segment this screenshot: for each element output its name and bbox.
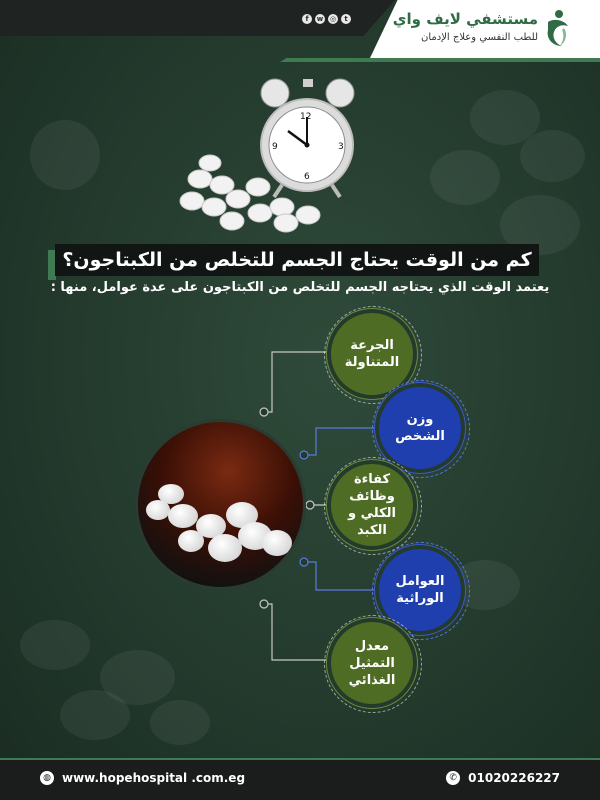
svg-text:9: 9 xyxy=(272,142,278,152)
phone-link[interactable] xyxy=(446,771,560,785)
hospital-tagline: للطب النفسي وعلاج الإدمان xyxy=(421,32,538,43)
website-text: www.hopehospital .com.eg xyxy=(62,771,246,785)
globe-icon: ◍ xyxy=(40,771,54,785)
phone-text: 01020226227 xyxy=(468,771,560,785)
facebook-icon[interactable]: f xyxy=(302,14,312,24)
factor-dose-circle xyxy=(331,313,413,395)
hospital-name: مستشفي لايف واي xyxy=(392,10,538,28)
factor-metabolism-circle xyxy=(331,622,413,704)
factor-weight-circle xyxy=(379,387,461,469)
svg-text:3: 3 xyxy=(338,142,344,152)
svg-text:12: 12 xyxy=(300,112,312,122)
factor-weight-label: وزن الشخص xyxy=(395,412,445,444)
page-title: كم من الوقت يحتاج الجسم للتخلص من الكبتاجون؟ xyxy=(62,249,532,271)
twitter-icon[interactable]: t xyxy=(341,14,351,24)
page-subtitle: يعتمد الوقت الذي يحتاجه الجسم للتخلص من الكبتاجون على عدة عوامل، منها : xyxy=(50,280,550,295)
factor-metabolism-label: معدل التمثيل الغذائي xyxy=(348,638,396,688)
factor-genetics-label: العوامل الوراثية xyxy=(395,574,445,606)
factor-organ-function-label: كفاءة وظائف الكلي و الكبد xyxy=(348,472,396,538)
instagram-icon[interactable]: ◎ xyxy=(329,15,337,23)
pill-bottle-image xyxy=(138,422,303,587)
phone-icon: ✆ xyxy=(446,771,460,785)
factor-organ-function-circle xyxy=(331,464,413,546)
whatsapp-icon[interactable]: w xyxy=(316,15,324,23)
website-link[interactable] xyxy=(40,771,245,785)
svg-text:6: 6 xyxy=(304,172,310,182)
factor-dose-label: الجرعة المتناولة xyxy=(344,338,400,370)
